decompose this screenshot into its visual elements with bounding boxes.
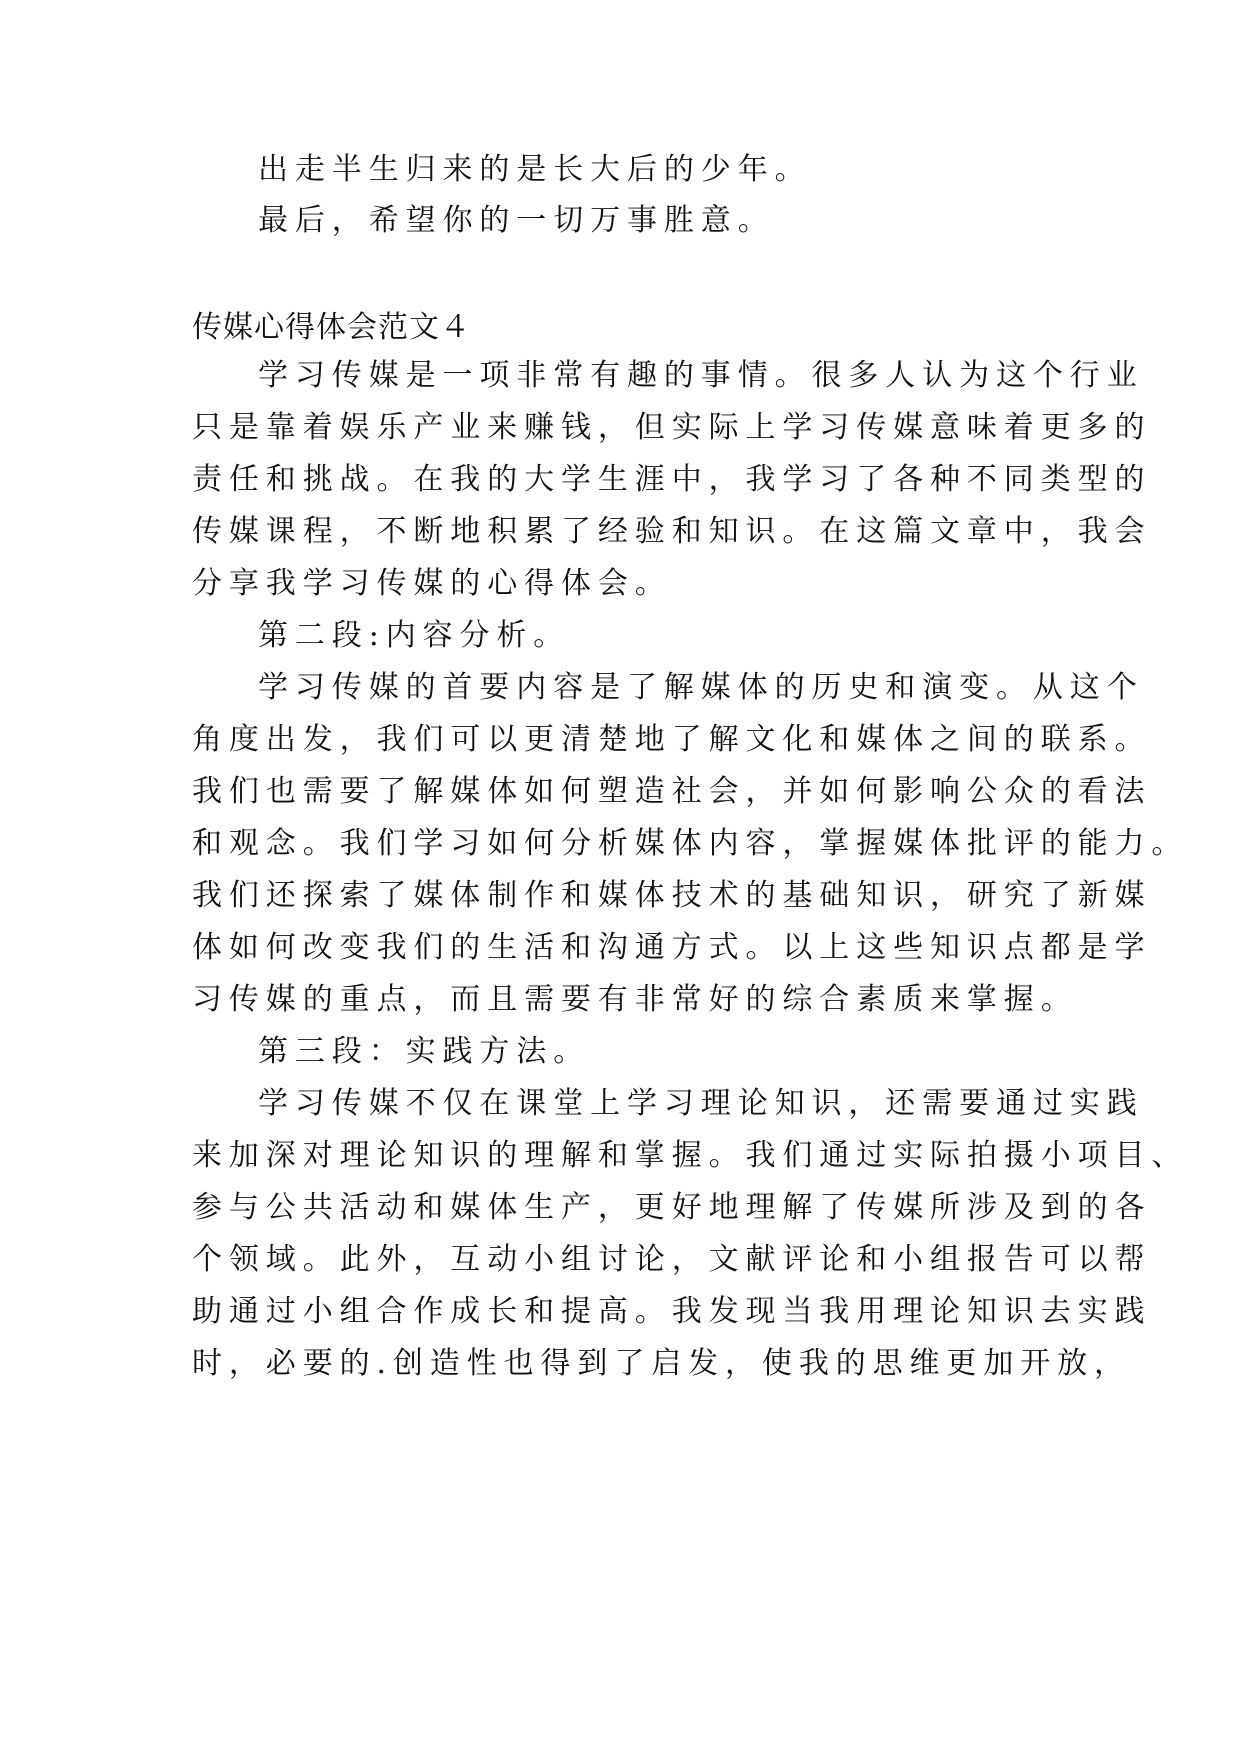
paragraph-line: 体如何改变我们的生活和沟通方式。以上这些知识点都是学 bbox=[192, 930, 1152, 965]
paragraph-line: 学习传媒是一项非常有趣的事情。很多人认为这个行业 bbox=[258, 358, 1144, 393]
intro-line: 出走半生归来的是长大后的少年。 bbox=[258, 152, 812, 187]
paragraph-line: 习传媒的重点，而且需要有非常好的综合素质来掌握。 bbox=[192, 982, 1078, 1017]
paragraph-line: 学习传媒的首要内容是了解媒体的历史和演变。从这个 bbox=[258, 670, 1144, 705]
section-heading: 第二段:内容分析。 bbox=[258, 618, 571, 653]
paragraph-line: 来加深对理论知识的理解和掌握。我们通过实际拍摄小项目、 bbox=[192, 1138, 1189, 1173]
paragraph-line: 时，必要的.创造性也得到了启发，使我的思维更加开放， bbox=[192, 1346, 1131, 1381]
paragraph-line: 只是靠着娱乐产业来赚钱，但实际上学习传媒意味着更多的 bbox=[192, 410, 1152, 445]
paragraph-line: 学习传媒不仅在课堂上学习理论知识，还需要通过实践 bbox=[258, 1086, 1144, 1121]
section-heading: 第三段：实践方法。 bbox=[258, 1034, 591, 1069]
paragraph-line: 分享我学习传媒的心得体会。 bbox=[192, 566, 672, 601]
section-title: 传媒心得体会范文４ bbox=[192, 310, 471, 345]
paragraph-line: 传媒课程，不断地积累了经验和知识。在这篇文章中，我会 bbox=[192, 514, 1152, 549]
paragraph-line: 助通过小组合作成长和提高。我发现当我用理论知识去实践 bbox=[192, 1294, 1152, 1329]
paragraph-line: 责任和挑战。在我的大学生涯中，我学习了各种不同类型的 bbox=[192, 462, 1152, 497]
paragraph-line: 我们也需要了解媒体如何塑造社会，并如何影响公众的看法 bbox=[192, 774, 1152, 809]
paragraph-line: 我们还探索了媒体制作和媒体技术的基础知识，研究了新媒 bbox=[192, 878, 1152, 913]
paragraph-line: 个领域。此外，互动小组讨论，文献评论和小组报告可以帮 bbox=[192, 1242, 1152, 1277]
paragraph-line: 角度出发，我们可以更清楚地了解文化和媒体之间的联系。 bbox=[192, 722, 1152, 757]
paragraph-line: 参与公共活动和媒体生产，更好地理解了传媒所涉及到的各 bbox=[192, 1190, 1152, 1225]
paragraph-line: 和观念。我们学习如何分析媒体内容，掌握媒体批评的能力。 bbox=[192, 826, 1189, 861]
intro-line: 最后，希望你的一切万事胜意。 bbox=[258, 203, 775, 238]
